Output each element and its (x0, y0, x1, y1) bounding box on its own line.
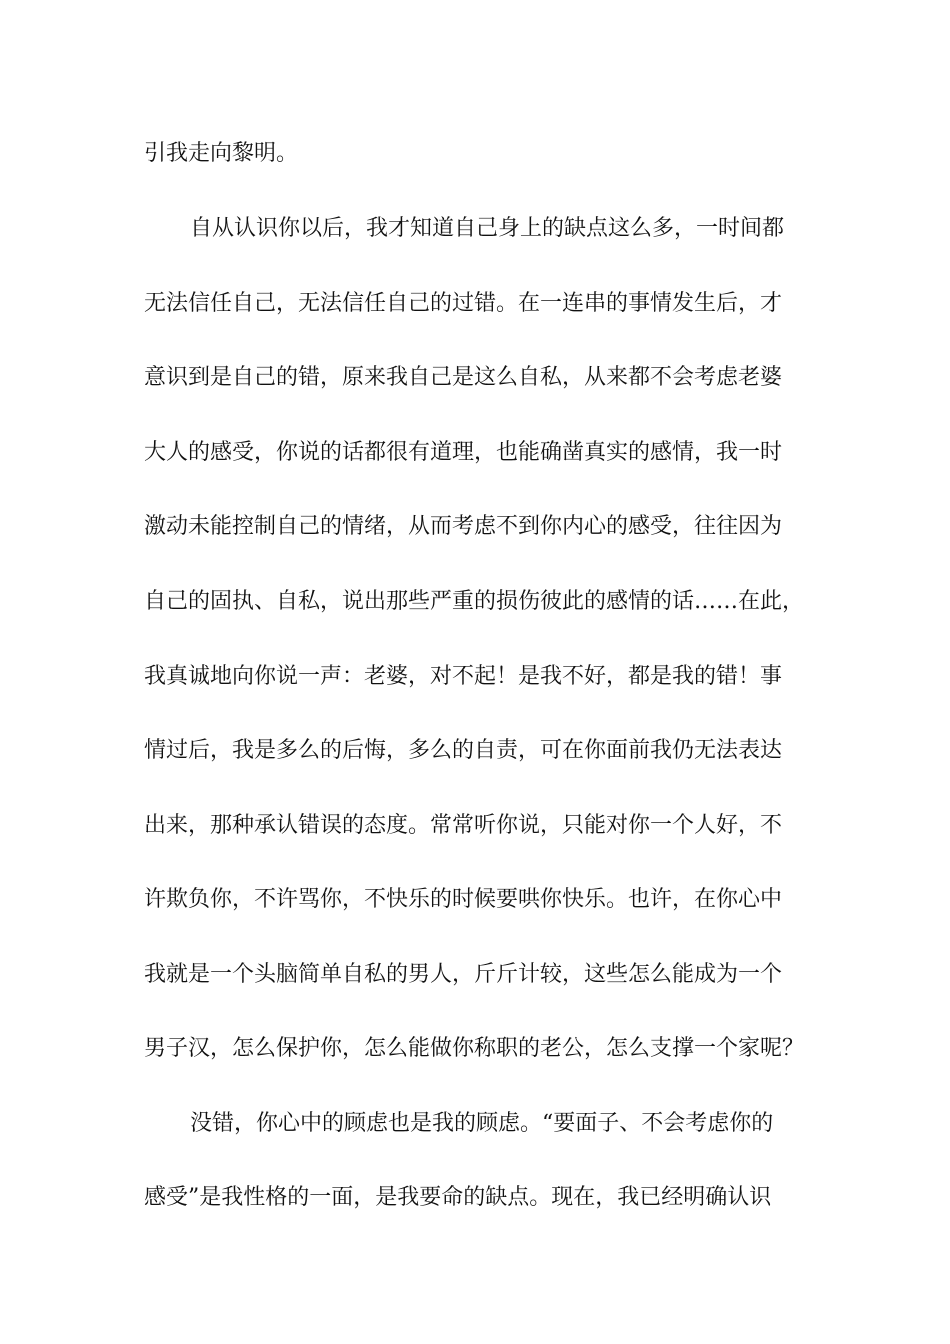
text-line: 无法信任自己，无法信任自己的过错。在一连串的事情发生后，才 (144, 291, 783, 316)
paragraph-first-line: 没错，你心中的顾虑也是我的顾虑。“要面子、不会考虑你的 (190, 1111, 774, 1136)
text-line: 意识到是自己的错，原来我自己是这么自私，从来都不会考虑老婆 (144, 365, 783, 390)
text-line: 感受”是我性格的一面，是我要命的缺点。现在，我已经明确认识 (144, 1185, 772, 1210)
paragraph-first-line: 自从认识你以后，我才知道自己身上的缺点这么多，一时间都 (190, 216, 785, 241)
text-line: 情过后，我是多么的后悔，多么的自责，可在你面前我仍无法表达 (144, 738, 783, 763)
text-line: 出来，那种承认错误的态度。常常听你说，只能对你一个人好，不 (144, 813, 783, 838)
text-line: 引我走向黎明。 (144, 141, 299, 166)
text-line: 大人的感受，你说的话都很有道理，也能确凿真实的感情，我一时 (144, 440, 783, 465)
text-line: 我真诚地向你说一声：老婆，对不起！是我不好，都是我的错！事 (144, 664, 783, 689)
text-line: 许欺负你，不许骂你，不快乐的时候要哄你快乐。也许，在你心中 (144, 887, 783, 912)
text-line: 激动未能控制自己的情绪，从而考虑不到你内心的感受，往往因为 (144, 514, 783, 539)
text-line: 我就是一个头脑简单自私的男人，斤斤计较，这些怎么能成为一个 (144, 962, 783, 987)
text-line: 男子汉，怎么保护你，怎么能做你称职的老公，怎么支撑一个家呢？ (144, 1036, 805, 1061)
text-line: 自己的固执、自私，说出那些严重的损伤彼此的感情的话……在此， (144, 589, 805, 614)
